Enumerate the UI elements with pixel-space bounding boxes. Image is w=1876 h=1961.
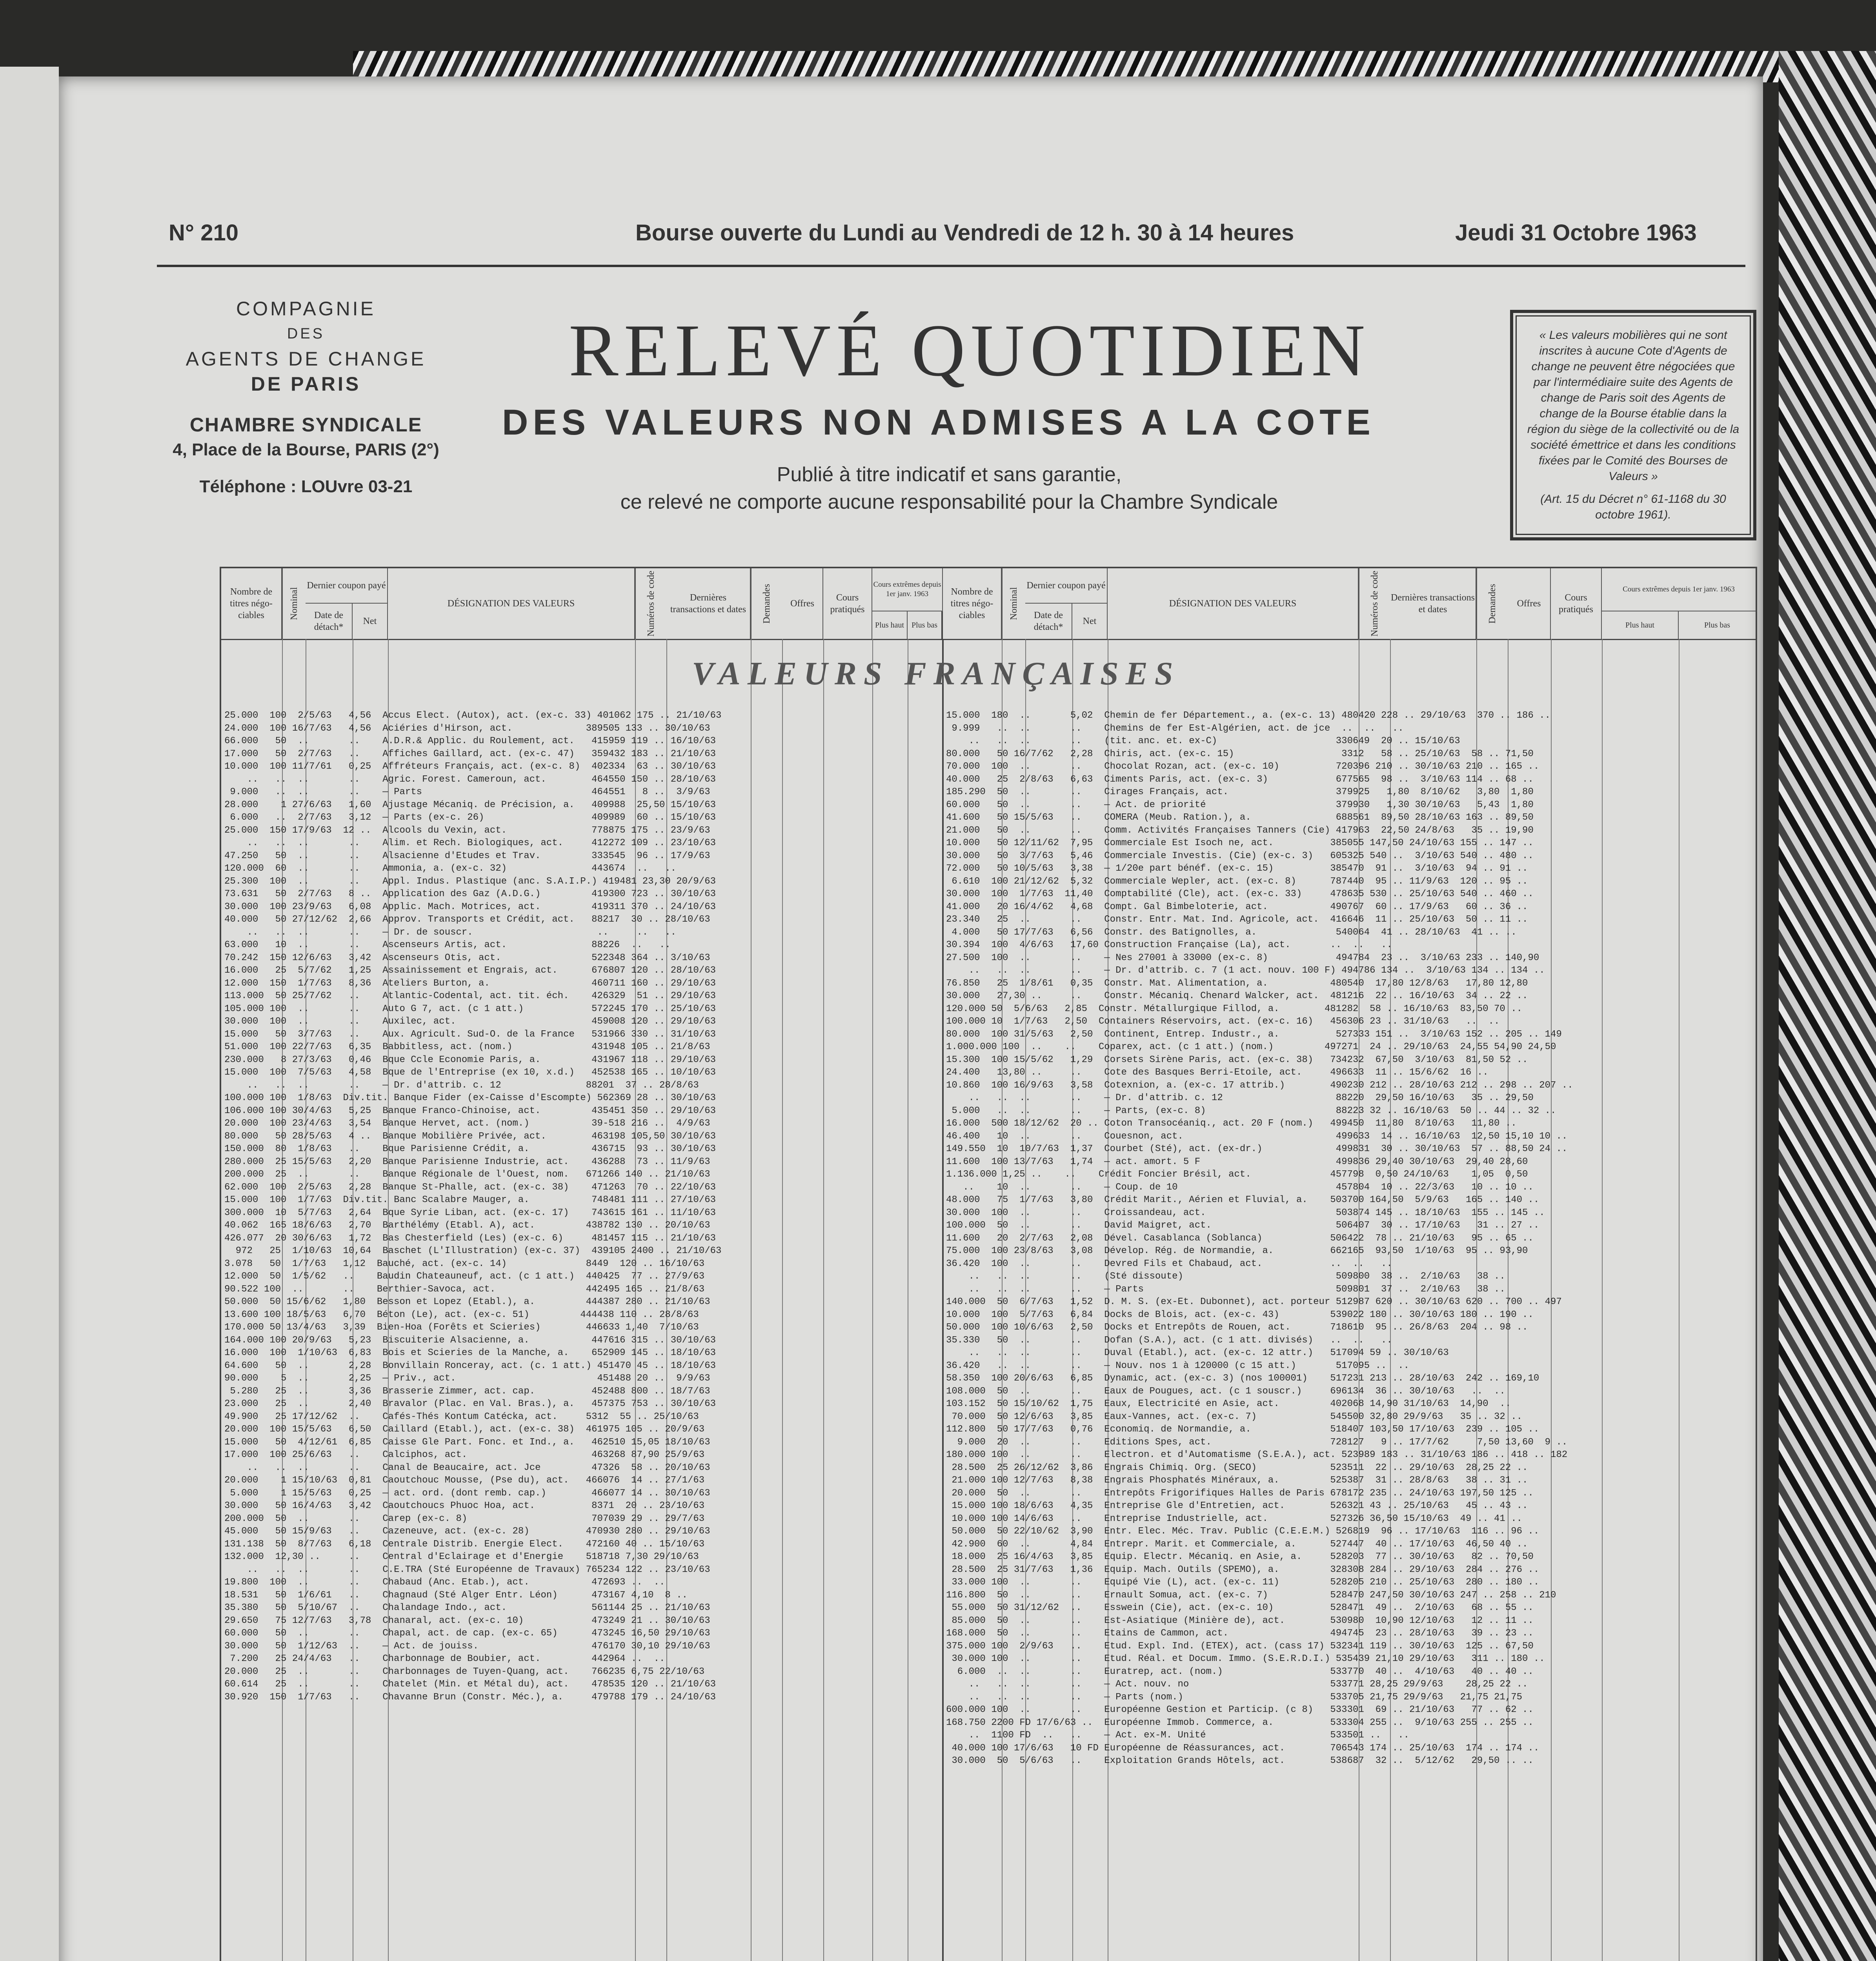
table-row: 41.600 50 15/5/63 .. COMERA (Meub. Ration.), a. 688561 89,50 28/10/63 163 .. 89,50 — [946, 812, 1534, 823]
table-row: 40.000 25 2/8/63 6,63 Ciments Paris, act. (ex-c. 3) 677565 98 .. 3/10/63 114 .. 68 .. — [946, 774, 1534, 785]
table-row: 23.000 25 .. 2,40 Bravalor (Plac. en Val. Bras.), a. 457375 753 .. 30/10/63 — [224, 1399, 716, 1409]
binding-edge-right — [1779, 51, 1876, 1961]
facing-page-edge — [0, 67, 59, 1961]
table-row: .. .. .. .. — Parts 509801 37 .. 2/10/63 38 .. — [946, 1284, 1505, 1295]
table-row: 170.000 50 13/4/63 3,39 Bien-Hoa (Forêts et Scieries) 446633 1,40 7/10/63 — [224, 1322, 699, 1333]
table-row: 15.000 180 .. 5,02 Chemin de fer Département., a. (ex-c. 13) 480420 228 .. 29/10/63 370 .. 186 .. — [946, 710, 1551, 721]
col-plus-bas: Plus bas — [908, 611, 943, 639]
table-row: 105.000 100 .. .. Auto G 7, act. (c 1 att.) 572245 170 .. 25/10/63 — [224, 1003, 716, 1014]
table-row: 58.350 100 20/6/63 6,85 Dynamic, act. (ex-c. 3) (nos 100001) 517231 213 .. 28/10/63 242 .. 169,10 — [946, 1373, 1539, 1384]
table-row: 30.000 50 16/4/63 3,42 Caoutchoucs Phuoc Hoa, act. 8371 20 .. 23/10/63 — [224, 1501, 705, 1511]
col-plus-haut: Plus haut — [872, 611, 908, 639]
issue-date: Jeudi 31 Octobre 1963 — [1455, 220, 1697, 246]
legal-notice-box — [1510, 310, 1756, 540]
table-row: 106.000 100 30/4/63 5,25 Banque Franco-Chinoise, act. 435451 350 .. 29/10/63 — [224, 1105, 716, 1116]
table-row: 42.900 60 .. 4,84 Entrepr. Marit. et Commerciale, a. 527447 40 .. 17/10/63 46,50 40 .. — [946, 1539, 1528, 1550]
col-demandes: Demandes — [751, 568, 782, 639]
table-row: .. .. .. .. (Sté dissoute) 509800 38 .. 2/10/63 38 .. — [946, 1271, 1505, 1282]
table-row: 25.000 150 17/9/63 12 .. Alcools du Vexin, act. 778875 175 .. 23/9/63 — [224, 825, 710, 836]
table-row: .. .. .. .. C.E.TRA (Sté Européenne de Travaux) 765234 122 .. 23/10/63 — [224, 1564, 710, 1575]
company-telephone: Téléphone : LOUvre 03-21 — [199, 477, 413, 496]
table-row: 24.000 100 16/7/63 4,56 Aciéries d'Hirson, act. 389505 133 .. 30/10/63 — [224, 723, 710, 734]
table-row: 9.999 .. .. .. Chemins de fer Est-Algérien, act. de jce .. .. .. — [946, 723, 1404, 734]
table-row: 12.000 50 1/5/62 .. Baudin Chateauneuf, act. (c 1 att.) 440425 77 .. 27/9/63 — [224, 1271, 705, 1282]
col-nominal: Nominal — [282, 568, 306, 639]
company-block — [137, 296, 475, 499]
table-row: 21.000 100 12/7/63 8,38 Engrais Phosphatés Minéraux, a. 525387 31 .. 28/8/63 38 .. 31 .. — [946, 1475, 1528, 1486]
table-row: 20.000 25 .. .. Charbonnages de Tuyen-Quang, act. 766235 6,75 22/10/63 — [224, 1666, 705, 1677]
table-row: .. .. .. .. Alim. et Rech. Biologiques, act. 412272 109 .. 23/10/63 — [224, 838, 716, 848]
table-row: .. .. .. .. — Act. nouv. no 533771 28,25 29/9/63 28,25 22 .. — [946, 1679, 1528, 1690]
table-row: 230.000 8 27/3/63 0,46 Bque Ccle Economie Paris, a. 431967 118 .. 29/10/63 — [224, 1054, 716, 1065]
table-row: 16.000 25 5/7/62 1,25 Assainissement et Engrais, act. 676807 120 .. 28/10/63 — [224, 965, 716, 976]
table-row: 600.000 100 .. .. Européenne Gestion et Particip. (c 8) 533301 69 .. 21/10/63 77 .. 62 .. — [946, 1705, 1534, 1715]
table-row: 30.000 100 1/7/63 11,40 Comptabilité (Cle), act. (ex-c. 33) 478635 530 .. 25/10/63 540 .. 460 .. — [946, 889, 1534, 899]
table-row: 36.420 .. .. .. — Nouv. nos 1 à 120000 (c 15 att.) 517095 .. .. — [946, 1360, 1409, 1371]
company-line-3: AGENTS DE CHANGE — [186, 348, 426, 370]
table-row: 20.000 100 15/5/63 6,50 Caillard (Etabl.), act. (ex-c. 38) 461975 105 .. 20/9/63 — [224, 1424, 705, 1435]
table-row: 16.000 100 1/10/63 6,83 Bois et Scieries de la Manche, a. 652909 145 .. 18/10/63 — [224, 1348, 716, 1358]
quotation-table — [220, 567, 1757, 1961]
table-row: 28.000 1 27/6/63 1,60 Ajustage Mécaniq. de Précision, a. 409988 25,50 15/10/63 — [224, 799, 716, 810]
table-row: 40.062 165 18/6/63 2,70 Barthélémy (Etabl. A), act. 438782 130 .. 20/10/63 — [224, 1220, 710, 1231]
table-row: 40.000 50 27/12/62 2,66 Approv. Transports et Crédit, act. 88217 30 .. 28/10/63 — [224, 914, 710, 925]
table-row: 80.000 50 16/7/62 2,28 Chiris, act. (ex-c. 15) 3312 58 .. 25/10/63 58 .. 71,50 — [946, 748, 1534, 759]
table-row: 30.000 50 5/6/63 .. Exploitation Grands Hôtels, act. 538687 32 .. 5/12/62 29,50 .. .. — [946, 1755, 1534, 1766]
issue-number: N° 210 — [169, 220, 238, 246]
table-row: 76.850 25 1/8/61 0,35 Constr. Mat. Alimentation, a. 480540 17,80 12/8/63 17,80 12,80 — [946, 978, 1528, 989]
table-row: 112.800 50 17/7/63 0,76 Economiq. de Normandie, a. 518407 103,50 17/10/63 239 .. 105 .. — [946, 1424, 1539, 1435]
table-row: 30.000 50 3/7/63 5,46 Commerciale Investis. (Cie) (ex-c. 3) 605325 540 .. 3/10/63 540 .. 480 .. — [946, 850, 1534, 861]
table-row: 140.000 50 6/7/63 1,52 D. M. S. (ex-Et. Dubonnet), act. porteur 512987 620 .. 30/10/63 620 .. 700 .. 497 — [946, 1297, 1562, 1307]
table-row: .. .. .. .. — Dr. d'attrib. c. 12 88201 37 .. 28/8/63 — [224, 1080, 699, 1091]
col-numeros-code: Numéros de code — [635, 568, 666, 639]
table-row: 10.000 50 12/11/62 7,95 Commerciale Est Isoch ne, act. 385055 147,50 24/10/63 155 .. 147 .. — [946, 838, 1534, 848]
col-net-2: Net — [1072, 604, 1108, 639]
table-row: 5.000 .. .. .. — Parts, (ex-c. 8) 88223 32 .. 16/10/63 50 .. 44 .. 32 .. — [946, 1105, 1556, 1116]
table-row: 9.000 .. .. .. — Parts 464551 8 .. 3/9/63 — [224, 787, 710, 797]
document-page — [59, 76, 1763, 1961]
table-row: 16.000 500 18/12/62 20 .. Coton Transocéaniq., act. 20 F (nom.) 499450 11,80 8/10/63 11,80 .. — [946, 1118, 1517, 1129]
col-cours: Cours pratiqués — [823, 568, 872, 639]
table-row: 20.000 50 .. .. Entrepôts Frigorifiques Halles de Paris 678172 235 .. 24/10/63 197,50 125 .. — [946, 1488, 1534, 1499]
trading-hours: Bourse ouverte du Lundi au Vendredi de 12 h. 30 à 14 heures — [635, 220, 1294, 246]
table-row: 149.550 10 10/7/63 1,37 Courbet (Sté), act. (ex-dr.) 499831 30 .. 30/10/63 57 .. 88,50 24 .. — [946, 1144, 1568, 1154]
table-row: 131.138 50 8/7/63 6,18 Centrale Distrib. Energie Elect. 472160 40 .. 15/10/63 — [224, 1539, 705, 1550]
disclaimer-line-2: ce relevé ne comporte aucune responsabilité pour la Chambre Syndicale — [620, 491, 1278, 513]
col-demandes-2: Demandes — [1476, 568, 1508, 639]
header-separator — [221, 639, 1756, 640]
table-row: 3.078 50 1/7/63 1,12 Bauché, act. (ex-c. 14) 8449 120 .. 16/10/63 — [224, 1258, 705, 1269]
table-row: .. .. .. .. — Parts (nom.) 533705 21,75 29/9/63 21,75 21,75 — [946, 1692, 1523, 1703]
table-row: 30.920 150 1/7/63 .. Chavanne Brun (Constr. Méc.), a. 479788 179 .. 24/10/63 — [224, 1692, 716, 1703]
table-row: 10.860 100 16/9/63 3,58 Cotexnion, a. (ex-c. 17 attrib.) 490230 212 .. 28/10/63 212 .. 298 .. 207 .. — [946, 1080, 1573, 1091]
table-row: 75.000 100 23/8/63 3,08 Dévelop. Rég. de Normandie, a. 662165 93,50 1/10/63 95 .. 93,90 — [946, 1246, 1528, 1256]
table-row: 60.614 25 .. .. Chatelet (Min. et Métal du), act. 478535 120 .. 21/10/63 — [224, 1679, 716, 1690]
table-row: 27.500 100 .. .. — Nes 27001 à 33000 (ex-c. 8) 494784 23 .. 3/10/63 233 .. 140,90 — [946, 952, 1539, 963]
table-row: 40.000 100 17/6/63 10 FD Européenne de Réassurances, act. 706543 174 .. 25/10/63 174 .. 174 .. — [946, 1743, 1539, 1754]
company-line-1: COMPAGNIE — [236, 298, 376, 320]
table-row: 23.340 25 .. .. Constr. Entr. Mat. Ind. Agricole, act. 416646 11 .. 25/10/63 50 .. 11 .. — [946, 914, 1528, 925]
table-row: 12.000 150 1/7/63 8,36 Ateliers Burton, a. 460711 160 .. 29/10/63 — [224, 978, 716, 989]
table-row: 45.000 50 15/9/63 .. Cazeneuve, act. (ex-c. 28) 470930 280 .. 29/10/63 — [224, 1526, 710, 1537]
table-row: 85.000 50 .. .. Est-Asiatique (Minière de), act. 530980 10,90 12/10/63 12 .. 11 .. — [946, 1615, 1534, 1626]
table-row: .. .. .. .. Agric. Forest. Cameroun, act. 464550 150 .. 28/10/63 — [224, 774, 716, 785]
table-row: 200.000 50 .. .. Carep (ex-c. 8) 707039 29 .. 29/7/63 — [224, 1513, 705, 1524]
table-row: 70.242 150 12/6/63 3,42 Ascenseurs Otis, act. 522348 364 .. 3/10/63 — [224, 952, 710, 963]
col-dernier-coupon: Dernier coupon payé — [306, 568, 388, 604]
table-row: 5.000 1 15/5/63 0,25 — act. ord. (dont remb. cap.) 466077 14 .. 30/10/63 — [224, 1488, 710, 1499]
table-row: 15.000 50 3/7/63 .. Aux. Agricult. Sud-O. de la France 531966 330 .. 31/10/63 — [224, 1029, 716, 1040]
table-row: 35.330 50 .. .. Dofan (S.A.), act. (c 1 att. divisés) .. .. .. — [946, 1335, 1392, 1346]
table-row: 30.000 100 .. .. Auxilec, act. 459008 120 .. 29/10/63 — [224, 1016, 716, 1027]
left-column-rows — [224, 709, 938, 1704]
table-row: 100.000 100 1/8/63 Div.tit. Banque Fider (ex-Caisse d'Escompte) 562369 28 .. 30/10/63 — [224, 1093, 716, 1103]
table-row: 113.000 50 25/7/62 .. Atlantic-Codental, act. tit. éch. 426329 51 .. 29/10/63 — [224, 991, 716, 1001]
col-date-detach-2: Date de détach* — [1025, 604, 1072, 639]
table-row: 10.000 100 11/7/61 0,25 Affréteurs Français, act. (ex-c. 8) 402334 63 .. 30/10/63 — [224, 761, 716, 772]
table-row: 20.000 100 23/4/63 3,54 Banque Hervet, act. (nom.) 39-518 216 .. 4/9/63 — [224, 1118, 710, 1129]
col-designation: DÉSIGNATION DES VALEURS — [388, 568, 635, 639]
company-address: 4, Place de la Bourse, PARIS (2°) — [173, 440, 439, 459]
table-row: 100.000 10 1/7/63 2,50 Containers Réservoirs, act. (ex-c. 16) 456306 23 .. 31/10/63 .. .. — [946, 1016, 1500, 1027]
table-row: 18.531 50 1/6/61 .. Chagnaud (Sté Alger Entr. Léon) 473167 4,10 8 .. — [224, 1590, 688, 1601]
table-row: .. 10 .. .. — Coup. de 10 457804 10 .. 22/3/63 10 .. 10 .. — [946, 1182, 1534, 1193]
table-row: 375.000 100 2/9/63 .. Etud. Expl. Ind. (ETEX), act. (cass 17) 532341 119 .. 30/10/63 125 .. 67,50 — [946, 1641, 1534, 1652]
header-rule — [157, 265, 1745, 267]
table-row: 100.000 50 .. .. David Maigret, act. 506407 30 .. 17/10/63 31 .. 27 .. — [946, 1220, 1539, 1231]
table-row: 15.000 100 1/7/63 Div.tit. Banc Scalabre Mauger, a. 748481 111 .. 27/10/63 — [224, 1195, 716, 1205]
table-row: 51.000 100 22/7/63 6,35 Babbitless, act. (nom.) 431948 105 .. 21/8/63 — [224, 1042, 710, 1052]
col-nominal-2: Nominal — [1002, 568, 1025, 639]
table-row: 80.000 100 31/5/63 2,50 Continent, Entrep. Industr., a. 527333 151 .. 3/10/63 152 .. 205 .. 149 — [946, 1029, 1562, 1040]
col-net: Net — [353, 604, 388, 639]
table-row: .. .. .. .. Canal de Beaucaire, act. Jce 47326 58 .. 20/10/63 — [224, 1462, 710, 1473]
table-row: 70.000 50 12/6/63 3,85 Eaux-Vannes, act. (ex-c. 7) 545500 32,80 29/9/63 35 .. 32 .. — [946, 1411, 1523, 1422]
col-designation-2: DÉSIGNATION DES VALEURS — [1108, 568, 1359, 639]
table-row: 5.280 25 .. 3,36 Brasserie Zimmer, act. cap. 452488 800 .. 18/7/63 — [224, 1386, 710, 1397]
disclaimer-line-1: Publié à titre indicatif et sans garantie, — [777, 463, 1122, 486]
table-row: 300.000 10 5/7/63 2,64 Bque Syrie Liban, act. (ex-c. 17) 743615 161 .. 11/10/63 — [224, 1207, 716, 1218]
table-row: 13.600 100 18/5/63 6,70 Béton (Le), act. (ex-c. 51) 444438 110 .. 28/8/63 — [224, 1309, 699, 1320]
table-row: 30.000 100 23/9/63 6,08 Applic. Mach. Motrices, act. 419311 370 .. 24/10/63 — [224, 901, 716, 912]
col-date-detach: Date de détach* — [306, 604, 353, 639]
table-row: 15.000 100 18/6/63 4,35 Entreprise Gle d'Entretien, act. 526321 43 .. 25/10/63 45 .. 43 .. — [946, 1501, 1528, 1511]
col-plus-bas-2: Plus bas — [1704, 621, 1730, 629]
table-row: 10.000 100 14/6/63 .. Entreprise Industrielle, act. 527326 36,50 15/10/63 49 .. 41 .. — [946, 1513, 1523, 1524]
table-row: 90.522 100 .. .. Berthier-Savoca, act. 442495 165 .. 21/8/63 — [224, 1284, 705, 1295]
table-row: 6.000 .. 2/7/63 3,12 — Parts (ex-c. 26) 409989 60 .. 15/10/63 — [224, 812, 716, 823]
table-row: 120.000 50 5/6/63 2,85 Constr. Métallurgique Fillod, a. 481282 58 .. 16/10/63 83,50 70 .. — [946, 1003, 1523, 1014]
col-rule-center — [942, 639, 944, 1961]
table-row: 103.152 50 15/10/62 1,75 Eaux, Electricité en Asie, act. 402068 14,90 31/10/63 14,90 .. — [946, 1399, 1511, 1409]
table-row: 11.600 100 13/7/63 1,74 — act. amort. 5 F 499836 29,40 30/10/63 29,40 28,60 — [946, 1156, 1528, 1167]
table-row: 36.420 100 .. .. Devred Fils et Chabaud, act. .. .. .. — [946, 1258, 1392, 1269]
col-plus-haut-2: Plus haut — [1602, 611, 1679, 639]
table-row: 29.650 75 12/7/63 3,78 Chanaral, act. (ex-c. 10) 473249 21 .. 30/10/63 — [224, 1615, 710, 1626]
table-row: 116.800 50 .. .. Ernault Somua, act. (ex-c. 7) 528470 247,50 30/10/63 247 .. 258 .. 210 — [946, 1590, 1556, 1601]
table-row: 60.000 50 .. .. Chapal, act. de cap. (ex-c. 65) 473245 16,50 29/10/63 — [224, 1628, 710, 1639]
table-row: 70.000 100 .. .. Chocolat Rozan, act. (ex-c. 10) 720396 210 .. 30/10/63 210 .. 165 .. — [946, 761, 1539, 772]
table-row: 25.000 100 2/5/63 4,56 Accus Elect. (Autox), act. (ex-c. 33) 401062 175 .. 21/10/63 — [224, 710, 722, 721]
table-row: 66.000 50 .. .. A.D.R.& Applic. du Roulement, act. 415959 119 .. 16/10/63 — [224, 736, 716, 746]
table-row: 9.000 20 .. .. Editions Spes, act. 728127 9 .. 17/7/62 7,50 13,60 9 .. — [946, 1437, 1568, 1448]
table-row: 180.000 100 .. .. Electron. et d'Automatisme (S.E.A.), act. 523989 183 .. 31/10/63 186 .. 418 .. 182 — [946, 1450, 1568, 1460]
table-row: .. .. .. .. Duval (Etabl.), act. (ex-c. 12 attr.) 517094 59 .. 30/10/63 — [946, 1348, 1449, 1358]
table-row: 30.000 27,30 .. .. Constr. Mécaniq. Chenard Walcker, act. 481216 22 .. 16/10/63 34 .. 22 .. — [946, 991, 1528, 1001]
table-row: 80.000 50 28/5/63 4 .. Banque Mobilière Privée, act. 463198 105,50 30/10/63 — [224, 1131, 716, 1142]
table-row: 132.000 12,30 .. .. Central d'Eclairage et d'Energie 518718 7,30 29/10/63 — [224, 1552, 699, 1562]
table-row: 55.000 50 31/12/62 .. Esswein (Cie), act. (ex-c. 10) 528471 49 .. 2/10/63 68 .. 55 .. — [946, 1603, 1534, 1613]
table-row: 90.000 5 .. 2,25 — Priv., act. 451488 20 .. 9/9/63 — [224, 1373, 710, 1384]
table-row: 64.600 50 .. 2,28 Bonvillain Ronceray, act. (c. 1 att.) 451470 45 .. 18/10/63 — [224, 1360, 716, 1371]
table-row: 30.000 100 .. .. Croissandeau, act. 503874 145 .. 18/10/63 155 .. 145 .. — [946, 1207, 1545, 1218]
chambre-syndicale: CHAMBRE SYNDICALE — [189, 414, 422, 436]
table-row: 48.000 75 1/7/63 3,80 Crédit Marit., Aérien et Fluvial, a. 503700 164,50 5/9/63 165 .. 140 .. — [946, 1195, 1539, 1205]
col-nombre: Nombre de titres négo-ciables — [221, 568, 282, 639]
table-row: 6.610 100 21/12/62 5,32 Commerciale Wepler, act. (ex-c. 8) 787440 95 .. 11/9/63 120 .. 95 .. — [946, 876, 1528, 887]
table-row: 168.750 2200 FD 17/6/63 .. Européenne Immob. Commerce, a. 533304 255 .. 9/10/63 255 .. 255 .. — [946, 1717, 1534, 1728]
table-row: 1.000.000 100 .. .. Coparex, act. (c 1 att.) (nom.) 497271 24 .. 29/10/63 24,55 54,90 24,50 — [946, 1042, 1556, 1052]
table-row: 60.000 50 .. .. — Act. de priorité 379930 1,30 30/10/63 5,43 1,80 — [946, 799, 1534, 810]
table-row: 35.380 50 5/10/67 .. Chalandage Indo., act. 561144 25 .. 21/10/63 — [224, 1603, 710, 1613]
table-row: 185.290 50 .. .. Cirages Français, act. 379925 1,80 8/10/62 3,80 1,80 — [946, 787, 1534, 797]
table-row: 46.400 10 .. .. Couesnon, act. 499633 14 .. 16/10/63 12,50 15,10 10 .. — [946, 1131, 1568, 1142]
table-row: .. .. .. .. — Dr. d'attrib. c. 12 88220 29,50 16/10/63 35 .. 29,50 — [946, 1093, 1534, 1103]
table-row: 168.000 50 .. .. Etains de Cammon, act. 494745 23 .. 28/10/63 39 .. 23 .. — [946, 1628, 1534, 1639]
table-row: 7.200 25 24/4/63 .. Charbonnage de Boubier, act. 442964 .. .. — [224, 1654, 665, 1664]
table-row: 15.300 100 15/5/62 1,29 Corsets Sirène Paris, act. (ex-c. 38) 734232 67,50 3/10/63 81,50 52 .. — [946, 1054, 1528, 1065]
table-row: 108.000 50 .. .. Eaux de Pougues, act. (c 1 souscr.) 696134 36 .. 30/10/63 .. .. — [946, 1386, 1505, 1397]
col-offres-2: Offres — [1508, 568, 1551, 639]
col-transactions-2: Dernières transactions et dates — [1390, 568, 1476, 639]
table-row: 15.000 50 4/12/61 6,85 Caisse Gle Part. Fonc. et Ind., a. 462510 15,05 18/10/63 — [224, 1437, 710, 1448]
table-row: 426.077 20 30/6/63 1,72 Bas Chesterfield (Les) (ex-c. 6) 481457 115 .. 21/10/63 — [224, 1233, 716, 1244]
table-row: 25.300 100 .. .. Appl. Indus. Plastique (anc. S.A.I.P.) 419481 23,30 20/9/63 — [224, 876, 716, 887]
table-row: 73.631 50 2/7/63 8 .. Application des Gaz (A.D.G.) 419300 723 .. 30/10/63 — [224, 889, 716, 899]
page-subtitle: DES VALEURS NON ADMISES A LA COTE — [502, 402, 1375, 442]
page-title: RELEVÉ QUOTIDIEN — [569, 309, 1371, 392]
table-row: 280.000 25 15/5/63 2,20 Banque Parisienne Industrie, act. 436288 73 .. 11/9/63 — [224, 1156, 710, 1167]
table-row: 30.000 100 .. .. Etud. Réal. et Docum. Immo. (S.E.R.D.I.) 535439 21,10 29/10/63 311 .. 180 .. — [946, 1654, 1545, 1664]
table-row: 21.000 50 .. .. Comm. Activités Françaises Tanners (Cie) 417963 22,50 24/8/63 35 .. 19,90 — [946, 825, 1534, 836]
legal-notice-text: « Les valeurs mobilières qui ne sont inscrites à aucune Cote d'Agents de change ne peuvent être négociées que par l'intermédiaire suite des Agents de change de Paris soit des Agents de change de la Bourse établie dans la région du siège de la collectivité ou de la société émettrice et dans les conditions fixées par le Comité des Bourses de Valeurs » — [1527, 329, 1740, 483]
table-row: 17.000 50 2/7/63 .. Affiches Gaillard, act. (ex-c. 47) 359432 183 .. 21/10/63 — [224, 748, 716, 759]
table-row: 50.000 50 22/10/62 3,90 Entr. Elec. Méc. Trav. Public (C.E.E.M.) 526819 96 .. 17/10/63 116 .. 96 .. — [946, 1526, 1539, 1537]
table-row: 150.000 80 1/8/63 .. Bque Parisienne Crédit, a. 436715 93 .. 30/10/63 — [224, 1144, 716, 1154]
table-row: 49.900 25 17/12/62 .. Cafés-Thés Kontum Catécka, act. 5312 55 .. 25/10/63 — [224, 1411, 699, 1422]
table-row: 28.500 25 26/12/62 3,86 Engrais Chimiq. Org. (SECO) 523511 22 .. 29/10/63 28,25 22 .. — [946, 1462, 1528, 1473]
table-row: 28.500 25 31/7/63 1,36 Equip. Mach. Outils (SPEMO), a. 328308 284 .. 29/10/63 284 .. 276 .. — [946, 1564, 1539, 1575]
table-row: 72.000 50 10/5/63 3,38 — 1/20e part bénéf. (ex-c. 15) 385470 91 .. 3/10/63 94 .. 91 .. — [946, 863, 1528, 874]
table-row: 24.400 13,80 .. .. Cote des Basques Berri-Etoile, act. 496633 11 .. 15/6/62 16 .. — [946, 1067, 1488, 1078]
table-row: 50.000 50 15/6/62 1,80 Besson et Lopez (Etabl.), a. 444387 280 .. 21/10/63 — [224, 1297, 710, 1307]
section-title: VALEURS FRANÇAISES — [692, 655, 1180, 692]
company-line-4: DE PARIS — [251, 373, 361, 395]
table-row: 30.000 50 1/12/63 .. — Act. de jouiss. 476170 30,10 29/10/63 — [224, 1641, 710, 1652]
table-row: .. .. .. .. — Dr. de souscr. .. .. .. — [224, 927, 677, 938]
table-row: 33.000 100 .. .. Equipé Vie (L), act. (ex-c. 11) 528205 210 .. 25/10/63 280 .. 180 .. — [946, 1577, 1539, 1588]
table-row: 19.800 100 .. .. Chabaud (Anc. Etab.), act. 472693 .. .. — [224, 1577, 665, 1588]
table-row: 63.000 10 .. .. Ascenseurs Artis, act. 88226 .. .. — [224, 940, 671, 950]
table-row: 20.000 1 15/10/63 0,81 Caoutchouc Mousse, (Pse du), act. 466076 14 .. 27/1/63 — [224, 1475, 705, 1486]
disclaimer — [498, 461, 1400, 516]
table-row: 62.000 100 2/5/63 2,28 Banque St-Phalle, act. (ex-c. 38) 471263 70 .. 22/10/63 — [224, 1182, 716, 1193]
col-offres: Offres — [782, 568, 823, 639]
table-row: 164.000 100 20/9/63 5,23 Biscuiterie Alsacienne, a. 447616 315 .. 30/10/63 — [224, 1335, 716, 1346]
col-extremes: Cours extrêmes depuis 1er janv. 1963 — [872, 568, 943, 611]
table-row: .. 1100 FD .. .. — Act. ex-M. Unité 533501 .. .. — [946, 1730, 1409, 1741]
table-row: 50.000 100 10/6/63 2,50 Docks et Entrepôts de Rouen, act. 718610 95 .. 26/8/63 204 .. 98 .. — [946, 1322, 1528, 1333]
table-row: 1.136.000 1,25 .. .. Crédit Foncier Brésil, act. 457798 0,50 24/10/63 1,05 0,50 — [946, 1169, 1528, 1180]
table-row: .. .. .. .. — Dr. d'attrib. c. 7 (1 act. nouv. 100 F) 494786 134 .. 3/10/63 134 .. 134 .. — [946, 965, 1545, 976]
table-row: 200.000 25 .. .. Banque Régionale de l'Ouest, nom. 671266 140 .. 21/10/63 — [224, 1169, 710, 1180]
table-row: 41.000 20 16/4/62 4,68 Compt. Gal Bimbeloterie, act. 490767 60 .. 17/9/63 60 .. 36 .. — [946, 901, 1528, 912]
table-row: 17.000 100 25/6/63 .. Calciphos, act. 463268 87,90 25/9/63 — [224, 1450, 705, 1460]
table-row: 6.000 .. .. .. Euratrep, act. (nom.) 533770 40 .. 4/10/63 40 .. 40 .. — [946, 1666, 1534, 1677]
col-numeros-code-2: Numéros de code — [1359, 568, 1390, 639]
right-column-rows — [946, 709, 1754, 1768]
col-nombre-2: Nombre de titres négo-ciables — [943, 568, 1002, 639]
table-row: 10.000 100 5/7/63 6,84 Docks de Blois, act. (ex-c. 43) 539022 180 .. 30/10/63 180 .. 190 .. — [946, 1309, 1534, 1320]
table-row: 18.000 25 16/4/63 3,85 Equip. Electr. Mécaniq. en Asie, a. 528203 77 .. 30/10/63 82 .. 70,50 — [946, 1552, 1534, 1562]
table-row: 11.600 20 2/7/63 2,08 Dével. Casablanca (Soblanca) 506422 78 .. 21/10/63 95 .. 65 .. — [946, 1233, 1534, 1244]
col-extremes-2: Cours extrêmes depuis 1er janv. 1963 — [1602, 568, 1756, 611]
col-dernier-coupon-2: Dernier coupon payé — [1025, 568, 1108, 604]
table-row: .. .. .. .. (tit. anc. et. ex-C) 330649 20 .. 15/10/63 — [946, 736, 1460, 746]
col-transactions: Dernières transactions et dates — [666, 568, 751, 639]
table-row: 47.250 50 .. .. Alsacienne d'Etudes et Trav. 333545 96 .. 17/9/63 — [224, 850, 710, 861]
table-row: 972 25 1/10/63 10,64 Baschet (L'Illustration) (ex-c. 37) 439105 2400 .. 21/10/63 — [224, 1246, 722, 1256]
table-row: 15.000 100 7/5/63 4,58 Bque de l'Entreprise (ex 10, x.d.) 452538 165 .. 10/10/63 — [224, 1067, 716, 1078]
company-line-2: DES — [287, 326, 325, 342]
table-row: 120.000 60 .. .. Ammonia, a. (ex-c. 32) 443674 .. .. — [224, 863, 677, 874]
legal-notice-ref: (Art. 15 du Décret n° 61-1168 du 30 octobre 1961). — [1540, 493, 1726, 521]
table-row: 30.394 100 4/6/63 17,60 Construction Française (La), act. .. .. .. — [946, 940, 1392, 950]
table-row: 4.000 50 17/7/63 6,56 Constr. des Batignolles, a. 540064 41 .. 28/10/63 41 .. .. — [946, 927, 1517, 938]
col-cours-2: Cours pratiqués — [1551, 568, 1602, 639]
